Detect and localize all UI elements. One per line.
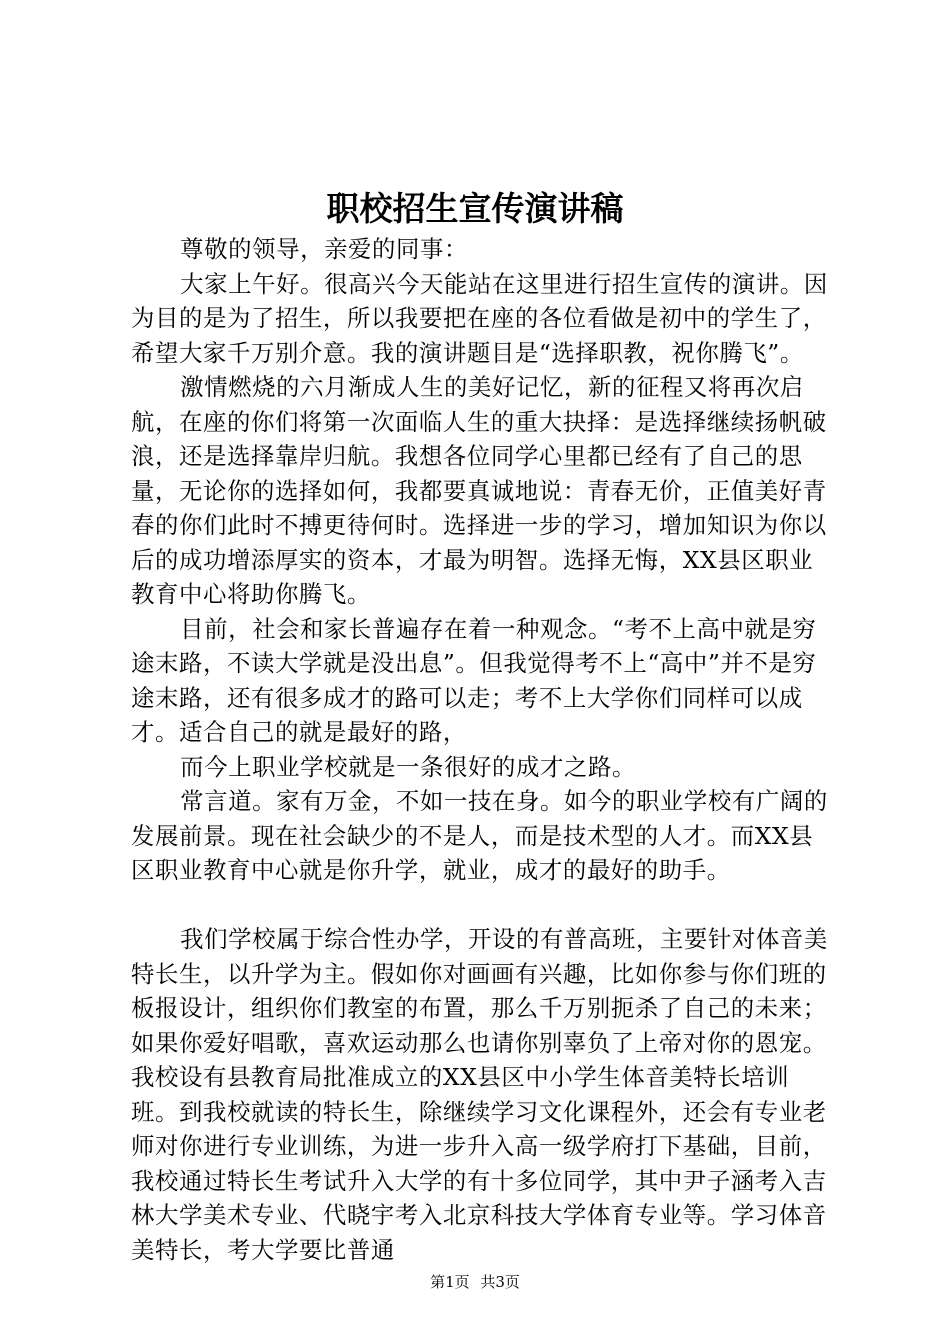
paragraph-vocational-path: 而今上职业学校就是一条很好的成才之路。 xyxy=(180,752,636,781)
page-footer: 第1页 共3页 xyxy=(430,1273,520,1291)
salutation: 尊敬的领导，亲爱的同事： xyxy=(180,235,469,263)
paragraph-greeting: 大家上午好。很高兴今天能站在这里进行招生宣传的演讲。因为目的是为了招生，所以我要把在座的各位看做是初中的学生了，希望大家千万别介意。我的演讲题目是“选择职教，祝你腾飞”。 xyxy=(131,269,828,367)
paragraph-skills: 常言道。家有万金，不如一技在身。如今的职业学校有广阔的发展前景。现在社会缺少的不是人，而是技术型的人才。而XX县区职业教育中心就是你升学，就业，成才的最好的助手。 xyxy=(131,787,828,884)
paragraph-choice: 激情燃烧的六月渐成人生的美好记忆，新的征程又将再次启航，在座的你们将第一次面临人生的重大抉择：是选择继续扬帆破浪，还是选择靠岸归航。我想各位同学心里都已经有了自己的思量，无论你的选择如何，我都要真诚地说：青春无价，正值美好青春的你们此时不搏更待何时。选择进一步的学习，增加知识为你以后的成功增添厚实的资本，才最为明智。选择无悔，XX县区职业教育中心将助你腾飞。 xyxy=(131,373,827,608)
paragraph-views: 目前，社会和家长普遍存在着一种观念。“考不上高中就是穷途末路，不读大学就是没出息”。但我觉得考不上“高中”并不是穷途末路，还有很多成才的路可以走；考不上大学你们同样可以成才。适合自己的就是最好的路， xyxy=(131,614,817,746)
paragraph-school-intro: 我们学校属于综合性办学，开设的有普高班，主要针对体音美特长生，以升学为主。假如你对画画有兴趣，比如你参与你们班的板报设计，组织你们教室的布置，那么千万别扼杀了自己的未来；如果你爱好唱歌，喜欢运动那么也请你别辜负了上帝对你的恩宠。我校设有县教育局批准成立的XX县区中小学生体音美特长培训班。到我校就读的特长生，除继续学习文化课程外，还会有专业老师对你进行专业训练，为进一步升入高一级学府打下基础，目前，我校通过特长生考试升入大学的有十多位同学，其中尹子涵考入吉林大学美术专业、代晓宇考入北京科技大学体育专业等。学习体音美特长，考大学要比普通 xyxy=(131,925,828,1264)
document-title: 职校招生宣传演讲稿 xyxy=(326,189,624,228)
document-body xyxy=(131,232,831,1267)
